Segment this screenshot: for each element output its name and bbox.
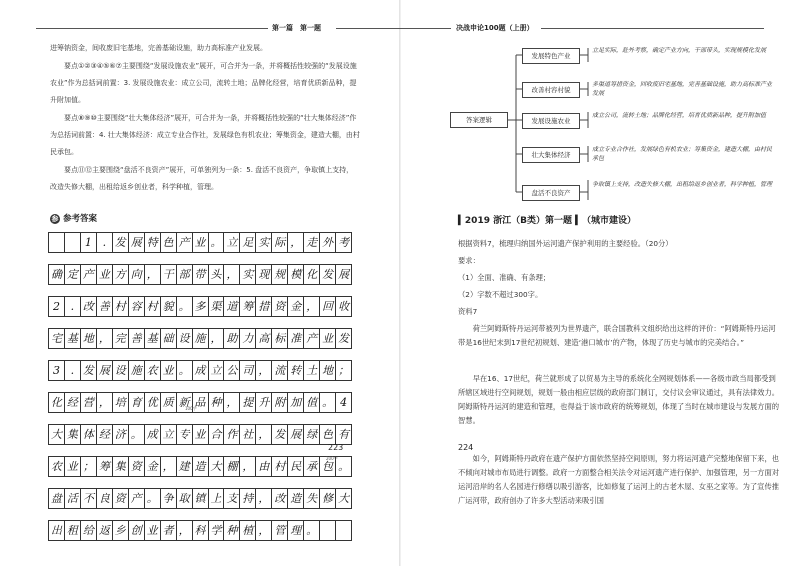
answer-grid-cell: 社 <box>240 425 256 444</box>
answer-grid-cell: 种 <box>209 393 225 412</box>
answer-grid-cell: 改 <box>272 489 288 508</box>
answer-grid-cell: 产 <box>304 329 320 348</box>
header-chapter: 第一篇 第一题 <box>272 24 321 32</box>
answer-grid-cell: 支 <box>224 489 240 508</box>
answer-grid-cell: 成 <box>193 361 209 380</box>
answer-grid-cell: 由 <box>256 457 272 476</box>
answer-grid-cell: 带 <box>193 265 209 284</box>
answer-grid-cell: 。 <box>336 457 352 476</box>
answer-grid-cell: 上 <box>209 489 225 508</box>
mindmap-root: 答案逻辑 <box>450 112 508 128</box>
answer-grid-cell: 部 <box>177 265 193 284</box>
answer-grid-cell: 土 <box>304 361 320 380</box>
answer-grid-cell: 发 <box>113 233 129 252</box>
answer-grid-cell: 产 <box>129 489 145 508</box>
answer-grid-cell: 争 <box>161 489 177 508</box>
answer-grid-cell: 展 <box>129 233 145 252</box>
answer-grid-cell: 返 <box>97 521 113 540</box>
answer-grid-cell: 修 <box>320 489 336 508</box>
answer-grid-cell: 育 <box>129 393 145 412</box>
answer-grid-cell: ， <box>97 393 113 412</box>
analysis-paragraph-1: 进筹钠资金，间收废旧宅基地，完善基础设施，助力高标准产业发展。 <box>50 44 267 52</box>
answer-grid-cell: 新 <box>177 393 193 412</box>
answer-grid-cell: 管 <box>272 521 288 540</box>
answer-grid-cell: 资 <box>272 297 288 316</box>
answer-grid-cell: 立 <box>209 361 225 380</box>
answer-grid-cell: 。 <box>304 521 320 540</box>
answer-grid-cell: ， <box>177 521 193 540</box>
answer-grid-cell: 农 <box>145 361 161 380</box>
answer-grid-cell: 产 <box>177 233 193 252</box>
answer-grid-cell: 给 <box>81 521 97 540</box>
answer-grid-cell: 展 <box>97 361 113 380</box>
answer-grid-cell: 1 <box>81 233 97 252</box>
answer-grid-cell: 模 <box>288 265 304 284</box>
answer-grid-cell: 创 <box>129 521 145 540</box>
answer-grid-cell: 科 <box>193 521 209 540</box>
answer-grid-cell: 济 <box>113 425 129 444</box>
answer-grid-cell: 者 <box>161 521 177 540</box>
answer-grid-cell: 容 <box>129 297 145 316</box>
answer-grid-cell: 优 <box>145 393 161 412</box>
page-number-left: 223 <box>328 443 344 452</box>
answer-grid-cell: 收 <box>336 297 352 316</box>
answer-grid-cell: 。 <box>320 393 336 412</box>
answer-grid-cell: 筹 <box>97 457 113 476</box>
answer-grid-cell: ， <box>256 521 272 540</box>
answer-grid-cell: 展 <box>288 425 304 444</box>
answer-grid-cell: 金 <box>145 457 161 476</box>
answer-grid-cell: 3 <box>49 361 65 380</box>
answer-grid-cell: 措 <box>256 297 272 316</box>
answer-grid-cell: 经 <box>97 425 113 444</box>
material-paragraph-2: 早在16、17世纪，荷兰就形成了以贸易为主导的系统化全网规划体系——各级市政当局都受到所辖区域进行空间规划，规划一般由相应层级的政府部门制订，交付议会审议通过，具有法律效力。阿姆斯特丹运河的建造和管理，也得益于该市政府的统筹规划，体现了当时在城市建设与发展方面的智慧。 <box>458 374 780 425</box>
answer-grid-cell: 向 <box>129 265 145 284</box>
answer-grid-cell: 经 <box>65 393 81 412</box>
mindmap-branch-3: 发展设施农业 <box>522 113 580 129</box>
answer-grid-cell: 际 <box>272 233 288 252</box>
answer-grid-cell: 。 <box>145 489 161 508</box>
requirement-2: （2）字数不超过300字。 <box>458 290 543 299</box>
mindmap-branch-1: 发展特色产业 <box>522 48 580 64</box>
answer-grid-cell: ， <box>256 425 272 444</box>
answer-grid-cell: 持 <box>240 489 256 508</box>
answer-grid-cell: ， <box>209 329 225 348</box>
answer-grid-cell: 升 <box>256 393 272 412</box>
answer-grid-cell: ， <box>224 393 240 412</box>
answer-grid-cell: 展 <box>336 265 352 284</box>
answer-grid-cell: 发 <box>320 265 336 284</box>
answer-grid-cell: 集 <box>65 425 81 444</box>
answer-grid-cell: 助 <box>224 329 240 348</box>
answer-grid-cell: 筹 <box>240 297 256 316</box>
answer-grid-cell: 回 <box>320 297 336 316</box>
answer-grid-cell: 善 <box>97 297 113 316</box>
answer-grid-cell: . <box>65 297 81 316</box>
answer-grid-cell: 4 <box>336 393 352 412</box>
answer-grid-cell: 不 <box>81 489 97 508</box>
answer-grid-cell: 有 <box>336 425 352 444</box>
answer-grid-cell: 司 <box>240 361 256 380</box>
answer-grid-cell: 流 <box>272 361 288 380</box>
answer-grid-cell: 加 <box>288 393 304 412</box>
material-label: 资料7 <box>458 307 478 316</box>
answer-title: 参考答案 <box>63 214 98 224</box>
mindmap-branch-2: 改善村容村貌 <box>522 82 580 98</box>
answer-grid-cell: 失 <box>304 489 320 508</box>
answer-grid-cell: 专 <box>177 425 193 444</box>
answer-grid-cell: 造 <box>288 489 304 508</box>
page-number-right: 224 <box>458 443 474 452</box>
answer-logic-mindmap <box>450 40 780 200</box>
answer-grid-cell: 村 <box>113 297 129 316</box>
answer-grid-cell: 提 <box>240 393 256 412</box>
answer-grid-cell: 。 <box>177 361 193 380</box>
answer-grid-cell: 造 <box>193 457 209 476</box>
analysis-paragraph-2: 要点①②③④⑤⑥⑦主要围绕“发展设施农业”展开，可合并为一条，并将概括性较强的“发展设施农业”作为总括词前置：3. 发展设施农业：成立公司，流转土地；品牌化经营，培育优质新品种，提升附加值。 <box>50 62 357 104</box>
answer-grid-cell: 发 <box>336 329 352 348</box>
answer-grid-cell: 地 <box>320 361 336 380</box>
answer-grid-cell: 附 <box>272 393 288 412</box>
answer-grid-cell: 外 <box>320 233 336 252</box>
answer-grid-cell: 建 <box>177 457 193 476</box>
answer-grid-cell: 足 <box>240 233 256 252</box>
answer-grid-cell: 大 <box>336 489 352 508</box>
answer-grid-cell: 大 <box>209 457 225 476</box>
answer-grid-cell: 业 <box>97 265 113 284</box>
requirements-label: 要求： <box>458 256 480 265</box>
answer-grid-cell: 出 <box>49 521 65 540</box>
answer-grid-cell: 。 <box>177 297 193 316</box>
answer-grid-cell: 质 <box>161 393 177 412</box>
question-prompt: 根据资料7，梳理归纳国外运河遗产保护利用的主要经验。（20分） <box>458 239 673 248</box>
answer-grid-cell: 租 <box>65 521 81 540</box>
answer-grid-cell: 包 <box>320 457 336 476</box>
answer-grid-cell: 农 <box>49 457 65 476</box>
answer-grid-cell: 取 <box>177 489 193 508</box>
answer-grid-cell: 实 <box>240 265 256 284</box>
answer-grid-cell: 活 <box>65 489 81 508</box>
answer-grid-cell: 设 <box>177 329 193 348</box>
answer-grid-cell: 现 <box>256 265 272 284</box>
answer-grid-cell: . <box>97 233 113 252</box>
answer-grid-cell: 大 <box>49 425 65 444</box>
answer-grid-cell: 地 <box>81 329 97 348</box>
mindmap-branch-5: 盘活不良资产 <box>522 185 580 201</box>
mindmap-detail-2: 多渠道筹措资金，回收废旧宅基地，完善基础设施，助力高标准产业发展 <box>592 81 773 97</box>
answer-grid-cell: 品 <box>193 393 209 412</box>
answer-grid-cell: 民 <box>288 457 304 476</box>
answer-grid-cell: 体 <box>81 425 97 444</box>
answer-grid-cell: . <box>65 361 81 380</box>
answer-grid-cell: ， <box>240 457 256 476</box>
answer-grid-cell: 营 <box>81 393 97 412</box>
mindmap-detail-3: 成立公司，流转土地；品牌化经营，培育优质新品种，提升附加值 <box>592 112 767 119</box>
answer-grid-cell: 道 <box>224 297 240 316</box>
answer-grid-cell: 确 <box>49 265 65 284</box>
answer-grid-cell: 业 <box>320 329 336 348</box>
answer-grid-cell: 方 <box>113 265 129 284</box>
answer-grid-cell: 理 <box>288 521 304 540</box>
material-paragraph-1: 荷兰阿姆斯特丹运河带被列为世界遗产，联合国教科文组织给出这样的评价：“阿姆斯特丹运河带是16世纪末到17世纪初规划、建造‘港口城市’的产物，体现了历史与城市的完美结合。” <box>458 324 776 347</box>
word-count-100: 100字 <box>185 406 197 411</box>
answer-grid-cell: 规 <box>272 265 288 284</box>
answer-grid-cell: 业 <box>65 457 81 476</box>
answer-grid-cell: 成 <box>145 425 161 444</box>
answer-grid-cell: 干 <box>161 265 177 284</box>
answer-grid-cell: 设 <box>113 361 129 380</box>
answer-grid-cell: ； <box>81 457 97 476</box>
answer-grid-cell: 村 <box>145 297 161 316</box>
header-book-title: 决战申论100题（上册） <box>456 24 534 32</box>
answer-grid-cell: 宅 <box>49 329 65 348</box>
answer-grid-cell: 乡 <box>113 521 129 540</box>
answer-grid-cell: 基 <box>65 329 81 348</box>
answer-grid-cell: 础 <box>161 329 177 348</box>
answer-grid-cell: 。 <box>209 233 225 252</box>
answer-grid-cell: 施 <box>193 329 209 348</box>
answer-grid-cell: ， <box>145 265 161 284</box>
answer-grid-cell: 力 <box>240 329 256 348</box>
question-section-title: ▍2019 浙江（B类）第一题 ▍（城市建设） <box>458 216 637 226</box>
mindmap-branch-4: 壮大集体经济 <box>522 147 580 163</box>
answer-grid-cell: 走 <box>304 233 320 252</box>
answer-grid-cell: 业 <box>193 425 209 444</box>
answer-grid-cell: 学 <box>209 521 225 540</box>
answer-grid-cell: 善 <box>129 329 145 348</box>
analysis-paragraph-4: 要点⑪⑫主要围绕“盘活不良资产”展开，可单独列为一条：5. 盘活不良资产，争取镇上支持，改造失修大棚，出租给返乡创业者，科学种植，管理。 <box>50 166 354 191</box>
answer-grid-cell: 产 <box>81 265 97 284</box>
answer-grid-cell: 良 <box>97 489 113 508</box>
answer-grid-cell: ， <box>288 233 304 252</box>
answer-grid-cell: 发 <box>272 425 288 444</box>
answer-grid-cell: 盘 <box>49 489 65 508</box>
answer-grid-cell: 发 <box>81 361 97 380</box>
answer-grid-cell: ， <box>97 329 113 348</box>
analysis-paragraph-3: 要点⑧⑨⑩主要围绕“壮大集体经济”展开，可合并为一条，并将概括性较强的“壮大集体经济”作为总括词前置：4. 壮大集体经济：成立专业合作社，发展绿色有机农业；筹集资金，建造大棚，由村民承包。 <box>50 114 360 156</box>
answer-grid-cell: ， <box>161 457 177 476</box>
answer-grid-cell: 公 <box>224 361 240 380</box>
answer-grid-cell: 色 <box>161 233 177 252</box>
answer-grid-cell: ， <box>224 265 240 284</box>
answer-grid-cell: 集 <box>113 457 129 476</box>
requirement-1: （1）全面、准确、有条理； <box>458 273 551 282</box>
answer-grid-cell: 镇 <box>193 489 209 508</box>
answer-grid-cell: 色 <box>320 425 336 444</box>
answer-grid-cell: 业 <box>145 521 161 540</box>
answer-grid-cell: 资 <box>129 457 145 476</box>
answer-grid-cell: 化 <box>304 265 320 284</box>
answer-grid-cell: 作 <box>224 425 240 444</box>
answer-grid-cell: 值 <box>304 393 320 412</box>
answer-grid-cell: ， <box>304 297 320 316</box>
answer-grid-cell: 实 <box>256 233 272 252</box>
answer-grid-cell: 貌 <box>161 297 177 316</box>
answer-grid-cell: 改 <box>81 297 97 316</box>
answer-grid-cell: 基 <box>145 329 161 348</box>
answer-grid-cell: 2 <box>49 297 65 316</box>
answer-grid-cell: 立 <box>161 425 177 444</box>
answer-grid-cell: 。 <box>129 425 145 444</box>
answer-badge-icon: 参 <box>51 215 59 223</box>
answer-grid-cell: 资 <box>113 489 129 508</box>
answer-grid-cell: ； <box>336 361 352 380</box>
mindmap-detail-4: 成立专业合作社，发展绿色有机农业；筹集资金，建造大棚，由村民承包 <box>592 146 773 162</box>
answer-grid-cell: 考 <box>336 233 352 252</box>
answer-grid-cell: 绿 <box>304 425 320 444</box>
answer-grid-cell: ， <box>256 361 272 380</box>
material-paragraph-3: 如今，阿姆斯特丹政府在遗产保护方面依然坚持空间原则，努力将运河遗产完整地保留下来，也不倾向对城市布局进行调整。政府一方面整合相关法令对运河遗产进行保护、加强管理，另一方面对运河沿岸的名人名园进行修缮以吸引游客，比如修复了运河上的古老木屋、女巫之家等。为了宣传推广运河带，政府创办了许多大型活动来吸引国 <box>458 454 780 505</box>
answer-grid-cell: 承 <box>304 457 320 476</box>
answer-grid-cell: 化 <box>49 393 65 412</box>
answer-grid-cell: 完 <box>113 329 129 348</box>
answer-grid-cell: 施 <box>129 361 145 380</box>
answer-grid-cell: 金 <box>288 297 304 316</box>
answer-grid-cell: 转 <box>288 361 304 380</box>
answer-grid-cell: 村 <box>272 457 288 476</box>
answer-grid-cell: 渠 <box>209 297 225 316</box>
answer-grid-cell: 头 <box>209 265 225 284</box>
answer-grid-cell: 合 <box>209 425 225 444</box>
answer-grid-cell: 高 <box>256 329 272 348</box>
mindmap-detail-5: 争取镇上支持，改造失修大棚，出租给返乡创业者，科学种植，管理 <box>592 181 773 188</box>
answer-grid-cell: 标 <box>272 329 288 348</box>
mindmap-detail-1: 立足实际，赴外考察，确定产业方向，干部带头，实现规模化发展 <box>592 47 767 54</box>
answer-grid-cell: 植 <box>240 521 256 540</box>
answer-grid-cell: 培 <box>113 393 129 412</box>
answer-grid-cell: 种 <box>224 521 240 540</box>
answer-grid-cell: 多 <box>193 297 209 316</box>
answer-grid-cell: 准 <box>288 329 304 348</box>
answer-grid-cell: 棚 <box>224 457 240 476</box>
answer-grid-cell: 业 <box>161 361 177 380</box>
word-count-200: 200字 <box>326 456 338 461</box>
answer-grid-cell: 立 <box>224 233 240 252</box>
answer-grid-cell: 业 <box>193 233 209 252</box>
answer-grid-cell: 定 <box>65 265 81 284</box>
answer-grid-cell: ， <box>256 489 272 508</box>
answer-grid-cell: 特 <box>145 233 161 252</box>
